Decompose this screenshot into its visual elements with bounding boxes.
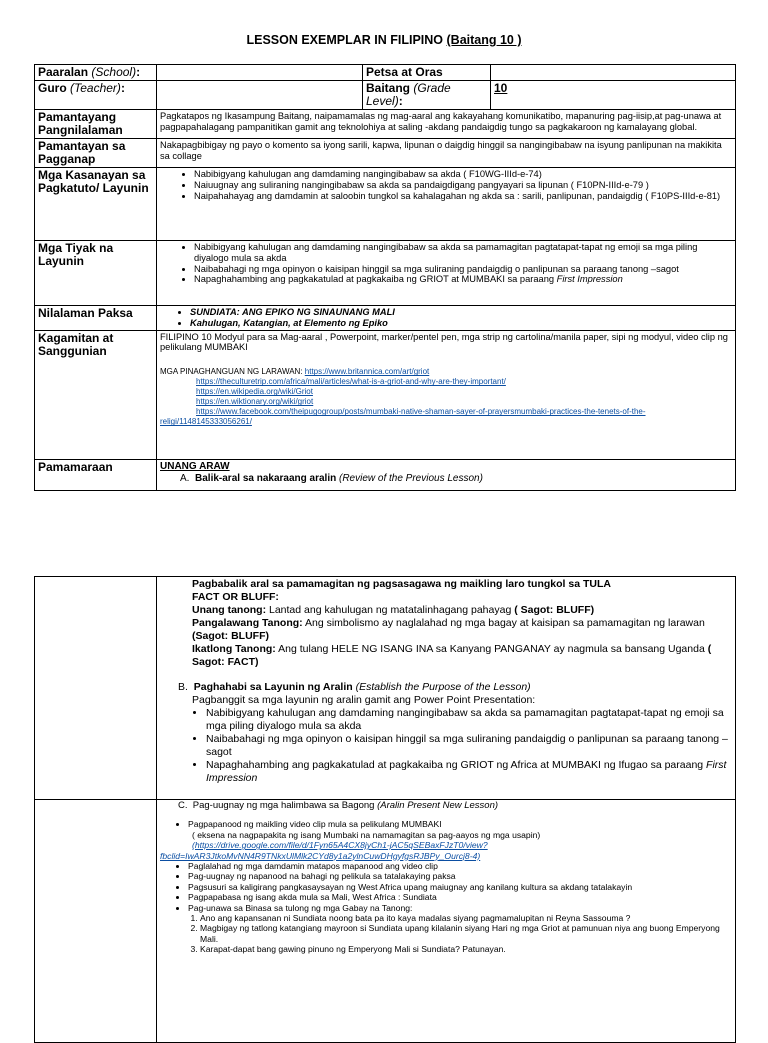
kasanayan-label: Mga Kasanayan sa Pagkatuto/ Layunin <box>35 168 157 241</box>
row-pagganap <box>35 139 736 168</box>
section-c-video-list <box>160 819 732 829</box>
fact-or-bluff: FACT OR BLUFF: <box>192 591 279 603</box>
pagganap-label: Pamantayan sa Pagganap <box>35 139 157 168</box>
grade-title: (Baitang 10 ) <box>446 33 522 47</box>
tiyak-list <box>160 242 732 285</box>
nilalaman-list <box>160 307 732 329</box>
list-item: • Naibabahagi ng mga opinyon o kaisipan hinggil sa mga suliraning pandaigdig o panlipunan sa paraang tanong –sagot <box>194 264 732 275</box>
row-kagamitan <box>35 330 736 459</box>
source-link[interactable]: https://www.facebook.com/theipugogroup/posts/mumbaki-native-shaman-sayer-of-prayersmumbaki-practices-the-tenets-of-the- <box>196 407 646 417</box>
section-c-heading: C. Pag-uugnay ng mga halimbawa sa Bagong (Aralin Present New Lesson) <box>178 800 499 811</box>
pamamaraan-label: Pamamaraan <box>35 459 157 490</box>
row-tiyak <box>35 241 736 306</box>
list-item: 1. Ano ang kapansanan ni Sundiata noong bata pa ito kaya madalas siyang pagmamalupitan ni Reyna Sassouma ? <box>200 913 732 923</box>
row-pangnilalaman <box>35 110 736 139</box>
document-title: LESSON EXEMPLAR IN FILIPINO (Baitang 10 ) <box>246 33 522 47</box>
list-item: • Naibabahagi ng mga opinyon o kaisipan hinggil sa mga suliraning pandaigdig o panlipunan sa paraang tanong –sagot <box>206 733 732 759</box>
list-item: • Naiuugnay ang suliraning nangingibabaw sa akda sa pandaigdigang pangyayari sa lipunan ( F10PN-IIId-e-79 ) <box>194 180 732 191</box>
source-link[interactable]: https://theculturetrip.com/africa/mali/articles/what-is-a-griot-and-why-are-they-important/ <box>196 377 506 387</box>
row-paaralan: Paaralan (School): Petsa at Oras <box>35 65 736 81</box>
nilalaman-label: Nilalaman Paksa <box>35 306 157 331</box>
row-guro: Guro (Teacher): Baitang (Grade Level): 10 <box>35 81 736 110</box>
list-item: 2. Magbigay ng tatlong katangiang mayroon si Sundiata upang kilalanin siyang Hari ng mga Griot at pamunuan niya ang buong Emperyong Mali. <box>200 923 732 944</box>
baitang-value: 10 <box>494 81 508 95</box>
row-kasanayan <box>35 168 736 241</box>
lesson-table-page2 <box>34 576 736 1043</box>
list-item: • SUNDIATA: ANG EPIKO NG SINAUNANG MALI <box>190 307 732 318</box>
list-item: • Nabibigyang kahulugan ang damdaming nangingibabaw sa akda ( F10WG-IIId-e-74) <box>194 169 732 180</box>
question-2: Pangalawang Tanong: Ang simbolismo ay naglalahad ng mga bagay at kaisipan sa pamamagitan ng larawan (Sagot: BLUFF) <box>192 617 705 642</box>
unang-araw: UNANG ARAW <box>160 460 230 472</box>
row-pamamaraan: Pamamaraan UNANG ARAW A. Balik-aral sa nakaraang aralin (Review of the Previous Lesson) <box>35 459 736 490</box>
lesson-table-page1 <box>34 64 736 491</box>
question-1: Unang tanong: Lantad ang kahulugan ng matatalinhagang pahayag ( Sagot: BLUFF) <box>192 604 595 616</box>
pagganap-text: Nakapagbibigay ng payo o komento sa iyong sarili, kapwa, lipunan o daigdig hinggil sa nangingibabaw na isyung panlipunan na makikita sa collage <box>157 139 736 168</box>
video-link-cont[interactable]: fbclid=IwAR3JtkoMvNN4R9TNkxUlMlk2CYd8y1a2ylnCuwDHgyfgsRJBPy_Ourcj8-4) <box>160 850 481 861</box>
section-b-heading: B. Paghahabi sa Layunin ng Aralin (Establish the Purpose of the Lesson) <box>178 681 531 693</box>
source-link[interactable]: https://en.wikipedia.org/wiki/Griot <box>196 387 313 397</box>
list-item: • Kahulugan, Katangian, at Elemento ng Epiko <box>190 318 732 329</box>
guide-questions <box>160 913 732 955</box>
list-item: • Paglalahad ng mga damdamin matapos mapanood ang video clip <box>188 861 732 871</box>
list-item: • Nabibigyang kahulugan ang damdaming nangingibabaw sa akda sa pamamagitan pagtatapat-tapat ng emoji sa mga piling diyalogo mula sa akda <box>194 242 732 264</box>
list-item: • Naipahahayag ang damdamin at saloobin tungkol sa kahalagahan ng akda sa : sarili, panlipunan, pandaigdig ( F10PS-IIId-e-81) <box>194 191 732 202</box>
list-item: • Nabibigyang kahulugan ang damdaming nangingibabaw sa akda sa pamamagitan pagtatapat-tapat ng emoji sa mga piling diyalogo mula sa akda <box>206 707 732 733</box>
larawan-label: MGA PINAGHANGUAN NG LARAWAN: <box>160 367 305 377</box>
balik-aral: Balik-aral sa nakaraang aralin <box>195 472 337 484</box>
pangnilalaman-label: Pamantayang Pangnilalaman <box>35 110 157 139</box>
list-item: • Napaghahambing ang pagkakatulad at pagkakaiba ng GRIOT at MUMBAKI sa paraang First Impression <box>194 274 732 285</box>
kagamitan-label: Kagamitan at Sanggunian <box>35 330 157 459</box>
source-link[interactable]: https://www.britannica.com/art/griot <box>304 367 430 377</box>
list-item: • Napaghahambing ang pagkakatulad at pagkakaiba ng GRIOT ng Africa at MUMBAKI ng Ifugao sa paraang First Impression <box>206 759 732 785</box>
list-item: • Pagpapabasa ng isang akda mula sa Mali, West Africa : Sundiata <box>188 892 732 902</box>
kagamitan-text: FILIPINO 10 Modyul para sa Mag-aaral , Powerpoint, marker/pentel pen, mga strip ng cartolina/manila paper, sipi ng modyul, video clip ng pelikulang MUMBAKI <box>160 331 728 353</box>
guro-value <box>157 81 363 110</box>
video-link[interactable]: (https://drive.google.com/file/d/1Fyn65A4CX8jyCh1-jAC5qSEBaxFJzT0/view? <box>192 840 488 851</box>
section-b-list <box>160 707 732 785</box>
petsa-label: Petsa at Oras <box>363 65 491 81</box>
row-nilalaman <box>35 306 736 331</box>
tiyak-label: Mga Tiyak na Layunin <box>35 241 157 306</box>
source-link[interactable]: religi/1148145333056261/ <box>160 417 252 427</box>
pangnilalaman-text: Pagkatapos ng Ikasampung Baitang, naipamamalas ng mag-aaral ang kakayahang komunikatibo, mapanuring pag-iisip,at pag-unawa at pagpapahalagang pampanitikan gamit ang teknolohiya at saling -akdang pandaigdig tungo sa pagkakaroon ng kamalayang global. <box>157 110 736 139</box>
video-description: ( eksena na nagpapakita ng isang Mumbaki na namamagitan sa pag-aayos ng mga usapin) <box>192 829 541 840</box>
question-3: Ikatlong Tanong: Ang tulang HELE NG ISANG INA sa Kanyang PANGANAY ay nagmula sa bansang Uganda ( Sagot: FACT) <box>192 643 712 668</box>
list-item: • Pagpapanood ng maikling video clip mula sa pelikulang MUMBAKI <box>188 819 732 829</box>
section-c-list <box>160 861 732 913</box>
list-item: • Pagsusuri sa kaligirang pangkasaysayan ng West Africa upang maiugnay ang kanilang kultura sa akdang tatalakayin <box>188 882 732 892</box>
source-link[interactable]: https://en.wiktionary.org/wiki/griot <box>196 397 314 407</box>
list-item: • Pag-unawa sa Binasa sa tulong ng mga Gabay na Tanong: <box>188 903 732 913</box>
intro-line: Pagbabalik aral sa pamamagitan ng pagsasagawa ng maikling laro tungkol sa TULA <box>192 578 611 590</box>
list-item: • Pag-uugnay ng napanood na bahagi ng pelikula sa tatalakaying paksa <box>188 871 732 881</box>
section-b-intro: Pagbanggit sa mga layunin ng aralin gamit ang Power Point Presentation: <box>192 694 536 706</box>
list-item: 3. Karapat-dapat bang gawing pinuno ng Emperyong Mali si Sundiata? Patunayan. <box>200 944 732 954</box>
petsa-value <box>491 65 736 81</box>
kasanayan-list <box>160 169 732 201</box>
paaralan-value <box>157 65 363 81</box>
